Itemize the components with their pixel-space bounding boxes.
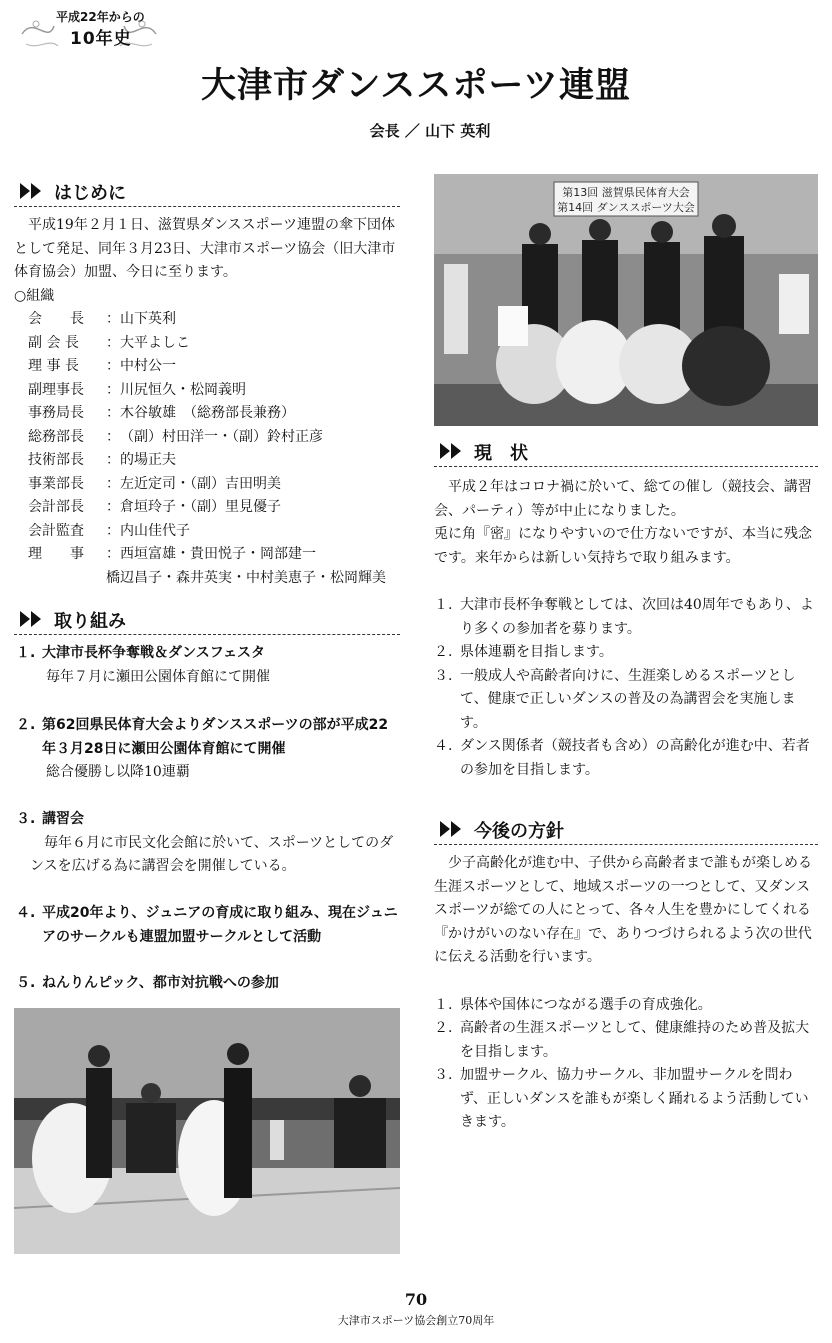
- org-colon: ：: [106, 452, 120, 468]
- double-arrow-icon: [20, 610, 50, 628]
- list-num: ２.: [434, 1020, 453, 1036]
- list-text: ダンス関係者（競技者も含め）の高齢化が進む中、若者の参加を目指します。: [460, 738, 810, 778]
- org-row: [14, 426, 400, 450]
- org-row: [14, 379, 400, 403]
- list-num: １.: [434, 996, 453, 1013]
- org-role: 技術部長: [28, 452, 84, 468]
- section-intro-title: はじめに: [54, 183, 126, 204]
- section-current-title: 現 状: [474, 443, 528, 464]
- org-name: 中村公一: [120, 358, 176, 374]
- double-arrow-icon: [440, 820, 470, 838]
- effort-body: 総合優勝し以降10連覇: [46, 764, 190, 780]
- section-efforts-title: 取り組み: [54, 611, 126, 632]
- org-role: 総務部長: [28, 428, 84, 445]
- banner-line1: 第13回 滋賀県民体育大会: [562, 186, 690, 199]
- effort-item: [16, 972, 400, 996]
- org-name: 西垣富雄・貴田悦子・岡部建一: [120, 546, 316, 562]
- history-badge: [14, 4, 164, 54]
- page-number: 70: [404, 1290, 428, 1309]
- section-current-heading: [434, 436, 818, 467]
- org-role: 事業部長: [28, 475, 84, 492]
- list-text: 高齢者の生涯スポーツとして、健康維持のため普及拡大を目指します。: [460, 1020, 810, 1060]
- future-body: [434, 852, 818, 1135]
- future-list: [434, 994, 818, 1135]
- org-list: [14, 308, 400, 567]
- effort-item: [16, 642, 400, 714]
- org-row: [14, 496, 400, 520]
- org-name: 木谷敏雄 （総務部長兼務）: [120, 405, 295, 421]
- effort-num: ５.: [16, 975, 36, 991]
- list-item: [434, 665, 818, 736]
- org-colon: ：: [106, 546, 120, 562]
- list-item: [434, 1017, 818, 1064]
- effort-title: 第62回県民体育大会よりダンススポーツの部が平成22年３月28日に瀬田公園体育館にて開催: [42, 717, 389, 757]
- effort-item: [16, 808, 400, 902]
- current-list: [434, 594, 818, 782]
- org-name: 的場正夫: [120, 452, 176, 468]
- current-body: [434, 476, 818, 782]
- list-item: [434, 735, 818, 782]
- org-role: 会計監査: [28, 522, 84, 539]
- list-item: [434, 994, 818, 1018]
- badge-line1: 平成22年からの: [56, 10, 145, 24]
- list-text: 県体連覇を目指します。: [460, 644, 613, 660]
- current-paragraph1: 平成２年はコロナ禍に於いて、総ての催し（競技会、講習会、パーティ）等が中止になりました。: [434, 479, 812, 519]
- section-efforts-heading: [14, 604, 400, 635]
- dance-competition-photo: [14, 1008, 400, 1254]
- list-item: [434, 594, 818, 641]
- org-colon: ：: [106, 334, 120, 351]
- effort-title: 平成20年より、ジュニアの育成に取り組み、現在ジュニアのサークルも連盟加盟サークルとして活動: [42, 905, 398, 945]
- list-text: 一般成人や高齢者向けに、生涯楽しめるスポーツとして、健康で正しいダンスの普及の為講習会を実施します。: [460, 667, 796, 731]
- org-role: 副理事長: [28, 381, 84, 398]
- org-colon: ：: [106, 428, 120, 445]
- org-row: [14, 308, 400, 332]
- org-colon: ：: [106, 405, 120, 421]
- list-num: ３.: [434, 667, 453, 684]
- effort-title: 講習会: [42, 811, 84, 827]
- page-subtitle: 会長 ／ 山下 英利: [369, 122, 491, 140]
- double-arrow-icon: [440, 442, 470, 460]
- org-role: 理 事 長: [28, 358, 79, 374]
- org-name: 山下英利: [120, 311, 176, 327]
- org-role: 会 長: [28, 311, 84, 327]
- org-name: 倉垣玲子・（副）里見優子: [120, 499, 281, 515]
- list-num: ３.: [434, 1067, 453, 1083]
- footer-text: 大津市スポーツ協会創立70周年: [337, 1314, 495, 1327]
- org-role: 会計部長: [28, 499, 84, 515]
- effort-item: [16, 714, 400, 808]
- list-item: [434, 1064, 818, 1135]
- effort-num: ４.: [16, 905, 36, 921]
- org-colon: ：: [106, 381, 120, 398]
- list-num: ４.: [434, 738, 453, 754]
- section-future-heading: [434, 814, 818, 845]
- list-text: 大津市長杯争奪戦としては、次回は40周年でもあり、より多くの参加者を募ります。: [460, 597, 814, 637]
- effort-item: [16, 902, 400, 972]
- effort-title: ねんりんピック、都市対抗戦への参加: [42, 975, 279, 991]
- org-name: 左近定司・（副）吉田明美: [120, 475, 281, 492]
- banner-line2: 第14回 ダンススポーツ大会: [557, 201, 695, 214]
- org-colon: ：: [106, 311, 120, 327]
- org-role: 理 事: [28, 546, 84, 562]
- list-text: 加盟サークル、協力サークル、非加盟サークルを問わず、正しいダンスを誰もが楽しく踊れるよう活動していきます。: [460, 1067, 809, 1130]
- org-role: 副 会 長: [28, 334, 79, 351]
- org-row: [14, 473, 400, 497]
- org-colon: ：: [106, 499, 120, 515]
- org-name: 内山佳代子: [120, 522, 190, 539]
- efforts-list: [16, 642, 400, 996]
- org-row: [14, 520, 400, 544]
- intro-body: [14, 214, 400, 590]
- org-row: [14, 355, 400, 379]
- list-num: ２.: [434, 644, 453, 660]
- org-name: 大平よしこ: [120, 334, 190, 351]
- list-num: １.: [434, 597, 453, 613]
- section-future-title: 今後の方針: [474, 821, 564, 842]
- future-paragraph: 少子高齢化が進む中、子供から高齢者まで誰もが楽しめる生涯スポーツとして、地域スポーツの一つとして、又ダンススポーツが総ての人にとって、各々人生を豊かにしてくれる『かけがいのない存在』で、ありつづけられるよう次の世代に伝える活動を行います。: [434, 855, 812, 965]
- org-row: [14, 402, 400, 426]
- org-row: [14, 449, 400, 473]
- intro-paragraph: 平成19年２月１日、滋賀県ダンススポーツ連盟の傘下団体として発足、同年３月23日、大津市スポーツ協会（旧大津市体育協会）加盟、今日に至ります。: [14, 217, 396, 280]
- effort-body: 毎年７月に瀬田公園体育館にて開催: [46, 668, 270, 685]
- org-row: [14, 543, 400, 567]
- org-extra: 橋辺昌子・森井英実・中村美恵子・松岡輝美: [106, 569, 386, 586]
- effort-title: 大津市長杯争奪戦＆ダンスフェスタ: [42, 645, 266, 661]
- badge-line2: 10年史: [70, 29, 132, 49]
- double-arrow-icon: [20, 182, 50, 200]
- org-colon: ：: [106, 358, 120, 374]
- org-colon: ：: [106, 475, 120, 492]
- page-title: 大津市ダンススポーツ連盟: [201, 66, 631, 106]
- org-role: 事務局長: [28, 405, 84, 421]
- current-paragraph2: 兎に角『密』になりやすいので仕方ないですが、本当に残念です。来年からは新しい気持ちで取り組みます。: [434, 526, 812, 566]
- effort-num: １.: [16, 645, 36, 661]
- list-text: 県体や国体につながる選手の育成強化。: [460, 996, 712, 1013]
- effort-body: 毎年６月に市民文化会館に於いて、スポーツとしてのダンスを広げる為に講習会を開催している。: [30, 834, 394, 874]
- org-name: （副）村田洋一・（副）鈴村正彦: [120, 428, 323, 445]
- effort-num: ２.: [16, 717, 36, 733]
- section-intro-heading: [14, 176, 400, 207]
- group-photo: [434, 174, 818, 426]
- org-colon: ：: [106, 522, 120, 539]
- org-label: ○組織: [14, 287, 55, 304]
- list-item: [434, 641, 818, 665]
- org-row: [14, 332, 400, 356]
- org-name: 川尻恒久・松岡義明: [120, 381, 246, 398]
- effort-num: ３.: [16, 811, 36, 827]
